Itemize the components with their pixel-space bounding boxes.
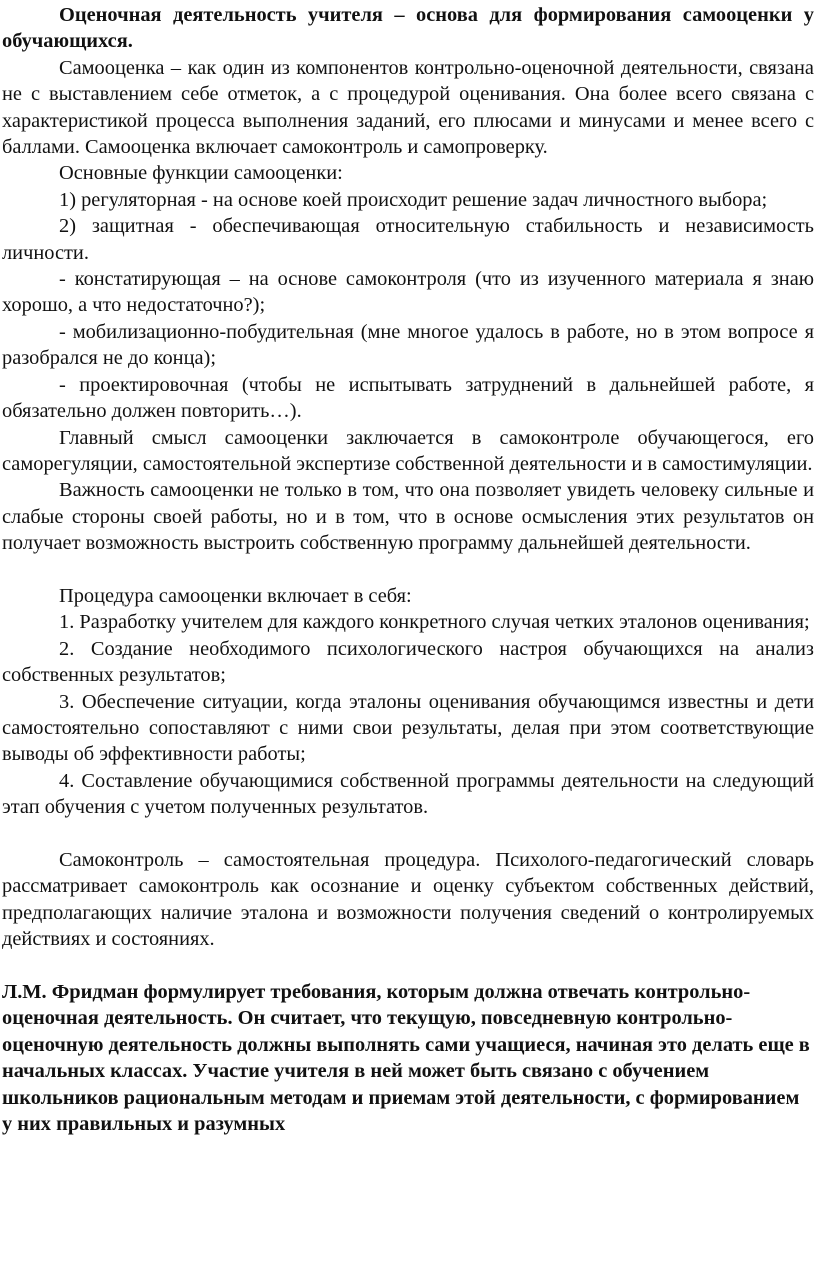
self-control-paragraph: Самоконтроль – самостоятельная процедура. Психолого-педагогический словарь рассматривает самоконтроль как осознание и оценку субъектом собственных действий, предполагающих наличие эталона и возможности получения сведений о контролируемых действиях и состояниях. — [2, 848, 814, 951]
procedure-step: 1. Разработку учителем для каждого конкретного случая четких эталонов оценивания; — [59, 611, 810, 634]
procedure-step: 2. Создание необходимого психологического настроя обучающихся на анализ собственных результатов; — [2, 637, 814, 687]
document-title: Оценочная деятельность учителя – основа для формирования самооценки у обучающихся. — [2, 4, 814, 53]
fridman-paragraph: Л.М. Фридман формулирует требования, которым должна отвечать контрольно-оценочная деятельность. Он считает, что текущую, повседневную контрольно-оценочную деятельность должны выполнять сами учащиеся, начиная это делать еще в начальных классах. Участие учителя в ней может быть связано с обучением школьников рациональным методам и приемам этой деятельности, с формированием у них правильных и разумных — [2, 980, 810, 1136]
procedure-step: 3. Обеспечение ситуации, когда эталоны оценивания обучающимся известны и дети самостоятельно сопоставляют с ними свои результаты, делая при этом соответствующие выводы об эффективности работы; — [2, 690, 814, 766]
procedure-step: 4. Составление обучающимися собственной программы деятельности на следующий этап обучения с учетом полученных результатов. — [2, 769, 814, 819]
function-item: 1) регуляторная - на основе коей происходит решение задач личностного выбора; — [59, 188, 768, 211]
functions-heading: Основные функции самооценки: — [59, 162, 343, 185]
intro-paragraph: Самооценка – как один из компонентов контрольно-оценочной деятельности, связана не с выставлением себе отметок, а с процедурой оценивания. Она более всего связана с характеристикой процесса выполнения заданий, его плюсами и минусами и менее всего с баллами. Самооценка включает самоконтроль и самопроверку. — [2, 56, 814, 159]
procedure-heading: Процедура самооценки включает в себя: — [59, 584, 412, 607]
function-item: - мобилизационно-побудительная (мне многое удалось в работе, но в этом вопросе я разобрался не до конца); — [2, 320, 814, 370]
meaning-paragraph: Главный смысл самооценки заключается в самоконтроле обучающегося, его саморегуляции, самостоятельной экспертизе собственной деятельности и в самостимуляции. — [2, 426, 814, 475]
function-item: - констатирующая – на основе самоконтроля (что из изученного материала я знаю хорошо, а что недостаточно?); — [2, 268, 814, 317]
importance-paragraph: Важность самооценки не только в том, что она позволяет увидеть человеку сильные и слабые стороны своей работы, но и в том, что в основе осмысления этих результатов он получает возможность выстроить собственную программу дальнейшей деятельности. — [2, 479, 814, 555]
function-item: 2) защитная - обеспечивающая относительную стабильность и независимость личности. — [2, 215, 814, 264]
function-item: - проектировочная (чтобы не испытывать затруднений в дальнейшей работе, я обязательно должен повторить…). — [2, 373, 814, 423]
document-page — [0, 2, 816, 1275]
